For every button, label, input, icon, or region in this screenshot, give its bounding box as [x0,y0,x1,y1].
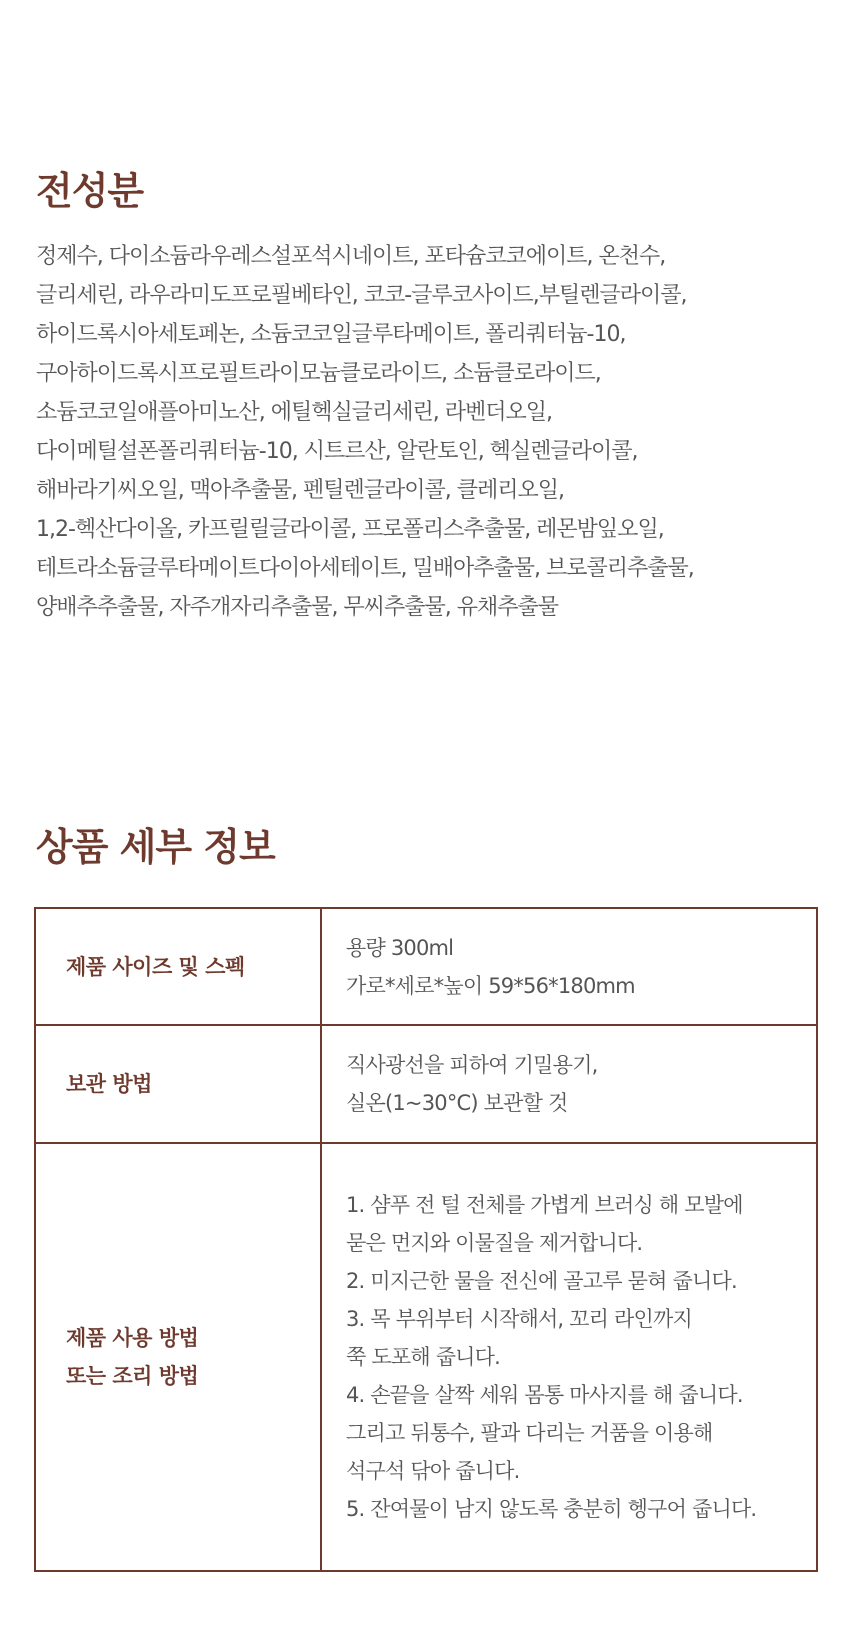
ingredient-line: 글리세린, 라우라미도프로필베타인, 코코-글루코사이드,부틸렌글라이콜, [36,283,687,308]
usage-step-text: 2. 미지근한 물을 전신에 골고루 묻혀 줍니다. [346,1269,737,1293]
row-label [35,1025,321,1143]
ingredient-line: 양배추추출물, 자주개자리추출물, 무씨추출물, 유채추출물 [36,595,559,620]
product-details-table [34,907,818,1572]
row-value [321,908,817,1025]
row-label [35,908,321,1025]
ingredient-line: 정제수, 다이소듐라우레스설포석시네이트, 포타슘코코에이트, 온천수, [36,244,666,269]
row-label-text: 제품 사이즈 및 스펙 [66,954,245,979]
row-label [35,1143,321,1571]
ingredients-list [36,237,836,627]
row-label-text: 보관 방법 [66,1072,152,1096]
row-value-text: 용량 300ml [346,935,454,960]
ingredient-line: 구아하이드록시프로필트라이모늄클로라이드, 소듐클로라이드, [36,361,601,386]
ingredient-line: 다이메틸설폰폴리쿼터늄-10, 시트르산, 알란토인, 헥실렌글라이콜, [36,439,638,464]
ingredients-title: 전성분 [36,169,144,213]
row-value [321,1025,817,1143]
usage-step-text: 묻은 먼지와 이물질을 제거합니다. [346,1231,643,1255]
usage-step-text: 석구석 닦아 줍니다. [346,1459,520,1483]
row-value-text: 직사광선을 피하여 기밀용기, [346,1053,598,1077]
row-value [321,1143,817,1571]
row-value-text: 실온(1~30°C) 보관할 것 [346,1091,568,1115]
usage-step-text: 3. 목 부위부터 시작해서, 꼬리 라인까지 [346,1307,692,1331]
ingredient-line: 소듐코코일애플아미노산, 에틸헥실글리세린, 라벤더오일, [36,400,553,425]
usage-step-text: 5. 잔여물이 남지 않도록 충분히 헹구어 줍니다. [346,1497,757,1521]
product-details-title: 상품 세부 정보 [36,825,275,869]
table-row-storage [35,1025,817,1143]
row-value-text: 가로*세로*높이 59*56*180mm [346,973,635,998]
table-row-usage [35,1143,817,1571]
usage-step-text: 그리고 뒤통수, 팔과 다리는 거품을 이용해 [346,1421,713,1445]
ingredient-line: 1,2-헥산다이올, 카프릴릴글라이콜, 프로폴리스추출물, 레몬밤잎오일, [36,517,664,542]
table-row-size-spec [35,908,817,1025]
ingredient-line: 하이드록시아세토페논, 소듐코코일글루타메이트, 폴리쿼터늄-10, [36,322,626,347]
ingredient-line: 테트라소듐글루타메이트다이아세테이트, 밀배아추출물, 브로콜리추출물, [36,556,694,581]
usage-step-text: 4. 손끝을 살짝 세워 몸통 마사지를 해 줍니다. [346,1383,743,1407]
row-label-text: 또는 조리 방법 [66,1364,199,1388]
usage-step-text: 쭉 도포해 줍니다. [346,1345,501,1369]
ingredient-line: 해바라기씨오일, 맥아추출물, 펜틸렌글라이콜, 클레리오일, [36,478,565,503]
row-label-text: 제품 사용 방법 [66,1326,199,1350]
usage-step-text: 1. 샴푸 전 털 전체를 가볍게 브러싱 해 모발에 [346,1193,743,1217]
